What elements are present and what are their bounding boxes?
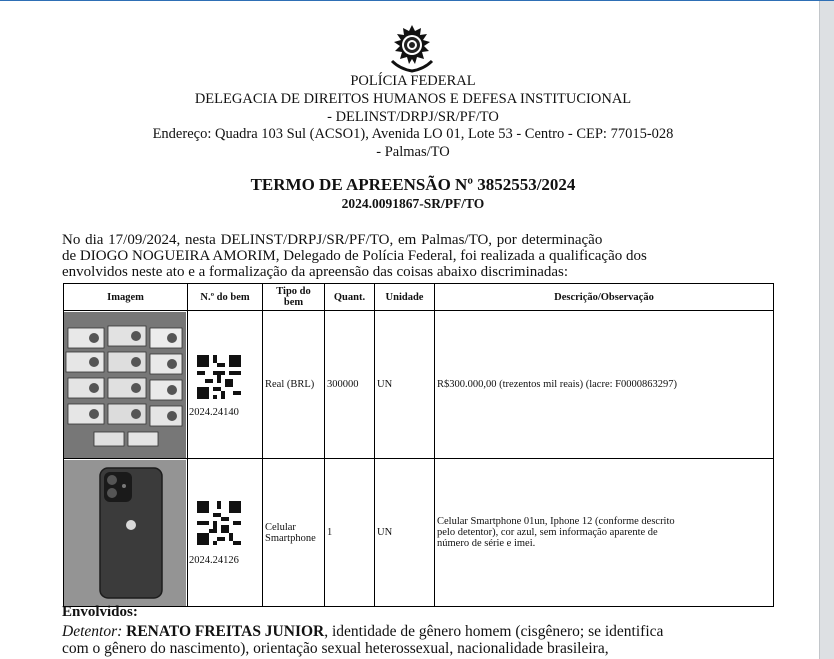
header-city: - Palmas/TO [376,144,450,160]
item-photo-phone [64,459,188,607]
table-row [64,459,774,607]
col-header-item-no: N.º do bem [188,284,263,311]
col-header-description: Descrição/Observação [435,284,774,311]
vertical-scrollbar[interactable] [819,1,834,659]
qr-code-icon [197,355,241,399]
col-header-image: Imagem [64,284,188,311]
document-subtitle: 2024.0091867-SR/PF/TO [341,196,485,211]
item-photo-cash [64,311,188,459]
detentor-role: Detentor: [62,623,123,640]
header-org: POLÍCIA FEDERAL [350,73,476,89]
detentor-name: RENATO FREITAS JUNIOR [126,623,325,640]
item-unit: UN [375,459,435,607]
item-type: Celular Smartphone [263,459,325,607]
smartphone-photo-icon [64,460,186,606]
banknotes-photo-icon [64,312,186,458]
item-qty: 1 [325,459,375,607]
item-description: R$300.000,00 (trezentos mil reais) (lacre: F0000863297) [435,311,774,459]
envolvidos-heading: Envolvidos: [62,604,138,620]
item-number-cell [188,459,263,607]
qr-code-icon [197,501,241,545]
item-description: Celular Smartphone 01un, Iphone 12 (conforme descrito pelo detentor), cor azul, sem informação aparente de número de série e imei. [435,459,774,607]
document-title: TERMO DE APREENSÃO Nº 3852553/2024 [250,175,576,194]
document-page [48,1,818,659]
seizure-table [63,283,774,607]
col-header-unit: Unidade [375,284,435,311]
police-crest-icon [384,23,440,73]
item-number: 2024.24140 [189,407,239,418]
col-header-qty: Quant. [325,284,375,311]
header-address: Endereço: Quadra 103 Sul (ACSO1), Avenida LO 01, Lote 53 - Centro - CEP: 77015-028 [152,126,674,142]
header-unit: DELEGACIA DE DIREITOS HUMANOS E DEFESA INSTITUCIONAL [194,91,632,107]
col-header-type: Tipo do bem [263,284,325,311]
table-row [64,311,774,459]
header-code: - DELINST/DRPJ/SR/PF/TO [327,109,499,125]
table-header-row [64,284,774,311]
item-type: Real (BRL) [263,311,325,459]
item-qty: 300000 [325,311,375,459]
detentor-paragraph: Detentor: RENATO FREITAS JUNIOR, identidade de gênero homem (cisgênero; se identifica com o gênero do nascimento), orientação sexual heterossexual, nacionalidade brasileira, [62,623,664,657]
item-number-cell [188,311,263,459]
item-unit: UN [375,311,435,459]
intro-paragraph: No dia 17/09/2024, nesta DELINST/DRPJ/SR/PF/TO, em Palmas/TO, por determinação de DIOGO NOGUEIRA AMORIM, Delegado de Polícia Federal, foi realizada a qualificação dos envolvidos neste ato e a formalização da apreensão das coisas abaixo discriminadas: [62,232,647,280]
item-number: 2024.24126 [189,555,239,566]
